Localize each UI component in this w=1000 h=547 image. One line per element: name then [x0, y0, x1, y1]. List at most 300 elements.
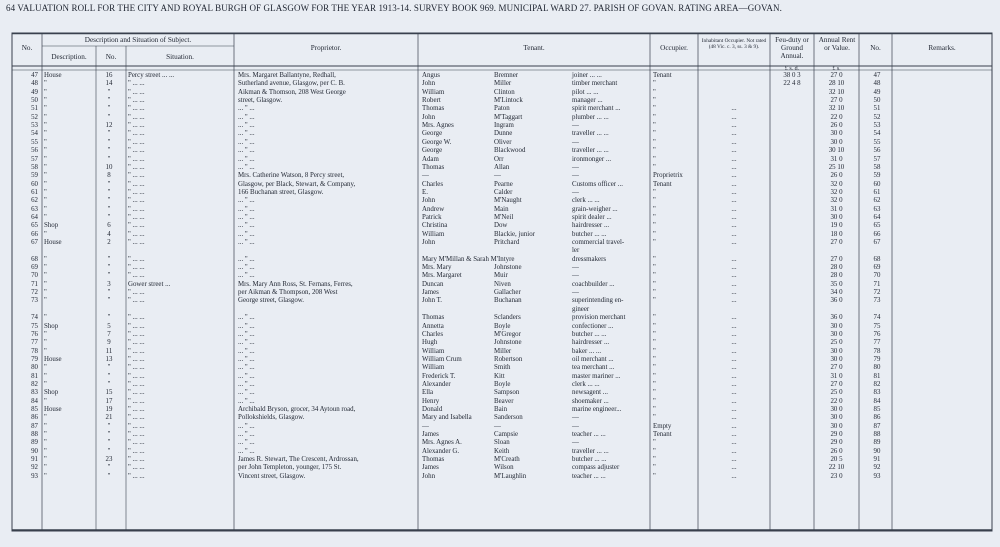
cell-street-number: 21 [105, 414, 113, 422]
cell-row-number: 76 [31, 330, 38, 338]
cell-proprietor: ... " ... [238, 389, 255, 397]
cell-description: " [44, 213, 47, 221]
cell-situation: " ... ... [128, 355, 145, 363]
cell-inhabitant-occupier: ... [731, 456, 737, 464]
cell-tenant-occupation: butcher ... ... [572, 230, 607, 238]
cell-inhabitant-occupier: ... [731, 280, 737, 288]
cell-proprietor: ... " ... [238, 255, 255, 263]
cell-occupier: " [653, 472, 656, 480]
cell-annual-rent: 31 0 [830, 205, 843, 213]
cell-description: " [44, 280, 47, 288]
cell-annual-rent: 22 0 [830, 397, 843, 405]
cell-row-number-right: 70 [873, 272, 881, 280]
cell-proprietor: ... " ... [238, 230, 255, 238]
header-annual-rent: Annual Rent or Value. [818, 36, 856, 52]
cell-row-number-right: 72 [873, 289, 881, 297]
cell-inhabitant-occupier: ... [731, 439, 737, 447]
cell-tenant-surname: Kitt [494, 372, 505, 380]
cell-occupier: " [653, 113, 656, 121]
cell-occupier: " [653, 389, 656, 397]
cell-proprietor: per Aikman & Thompson, 208 West [238, 289, 338, 297]
cell-occupier: " [653, 289, 656, 297]
cell-row-number: 81 [31, 372, 38, 380]
cell-row-number: 48 [31, 80, 38, 88]
cell-inhabitant-occupier: ... [731, 431, 737, 439]
cell-street-number: 12 [105, 122, 113, 130]
cell-inhabitant-occupier: ... [731, 205, 737, 213]
cell-occupier: " [653, 439, 656, 447]
cell-proprietor: ... " ... [238, 439, 255, 447]
table-row [12, 323, 992, 331]
cell-tenant-first-name: Adam [422, 155, 439, 163]
cell-street-number: 9 [107, 339, 111, 347]
header-proprietor: Proprietor. [310, 44, 342, 52]
table-row [12, 439, 992, 447]
cell-description: " [44, 113, 47, 121]
cell-occupier: " [653, 138, 656, 146]
cell-street-number: " [107, 105, 111, 113]
table-row [12, 348, 992, 356]
cell-row-number-right: 80 [873, 364, 881, 372]
cell-row-number-right: 76 [873, 330, 881, 338]
table-row [12, 373, 992, 381]
cell-tenant-first-name: John [422, 197, 436, 205]
cell-annual-rent: 23 0 [830, 472, 843, 480]
cell-description: " [44, 197, 47, 205]
cell-inhabitant-occupier: ... [731, 364, 737, 372]
cell-annual-rent: 27 0 [830, 239, 843, 246]
cell-description: House [44, 355, 62, 363]
cell-situation: " ... ... [128, 180, 145, 188]
cell-tenant-surname: Niven [494, 280, 511, 288]
cell-row-number: 70 [31, 272, 38, 280]
cell-tenant-first-name: George [422, 130, 443, 138]
cell-row-number: 51 [31, 105, 38, 113]
cell-inhabitant-occupier: ... [731, 272, 737, 280]
cell-tenant-occupation: gineer [572, 305, 590, 313]
cell-situation: " ... ... [128, 230, 145, 238]
cell-tenant-occupation: butcher ... ... [572, 456, 607, 464]
cell-row-number: 91 [31, 456, 38, 464]
cell-proprietor: 166 Buchanan street, Glasgow. [238, 188, 324, 196]
header-occupier: Occupier. [660, 44, 688, 52]
cell-proprietor: Mrs. Margaret Ballantyne, Redhall, [238, 72, 336, 79]
cell-occupier: Tenant [653, 431, 672, 439]
cell-situation: Percy street ... ... [128, 72, 175, 79]
cell-tenant-occupation: teacher ... ... [572, 431, 606, 439]
cell-row-number: 89 [31, 439, 38, 447]
cell-row-number: 54 [31, 130, 38, 138]
table-row [12, 189, 992, 197]
cell-row-number-right: 77 [873, 339, 881, 347]
table-row [12, 331, 992, 339]
cell-proprietor: ... " ... [238, 355, 255, 363]
cell-street-number: " [107, 297, 111, 305]
cell-row-number-right: 82 [873, 380, 881, 388]
cell-inhabitant-occupier: ... [731, 222, 737, 230]
cell-street-number: 15 [105, 389, 113, 397]
cell-proprietor: ... " ... [238, 197, 255, 205]
cell-occupier: " [653, 364, 656, 372]
cell-inhabitant-occupier: ... [731, 155, 737, 163]
cell-description: " [44, 264, 47, 272]
table-row [12, 398, 992, 406]
table-row [12, 164, 992, 172]
table-row [12, 239, 992, 247]
cell-tenant-occupation: — [572, 272, 579, 280]
cell-description: House [44, 72, 62, 79]
cell-situation: Gower street ... [128, 280, 171, 288]
cell-inhabitant-occupier: ... [731, 138, 737, 146]
cell-row-number-right: 88 [873, 431, 881, 439]
cell-description: " [44, 272, 47, 280]
cell-row-number: 67 [31, 239, 38, 246]
cell-annual-rent: 18 0 [830, 230, 843, 238]
cell-occupier: " [653, 188, 656, 196]
cell-row-number-right: 58 [873, 163, 881, 171]
table-row [12, 156, 992, 164]
cell-row-number-right: 53 [873, 122, 881, 130]
cell-row-number-right: 48 [873, 80, 881, 88]
cell-annual-rent: 26 0 [830, 447, 843, 455]
cell-tenant-occupation: — [572, 422, 579, 430]
cell-inhabitant-occupier: ... [731, 163, 737, 171]
cell-street-number: 14 [105, 80, 113, 88]
cell-row-number: 85 [31, 406, 38, 413]
cell-tenant-surname: M'Taggart [494, 113, 523, 121]
cell-street-number: " [107, 422, 111, 430]
cell-street-number: " [107, 472, 111, 480]
table-row [12, 206, 992, 214]
cell-street-number: " [107, 88, 111, 96]
cell-row-number: 61 [31, 188, 38, 196]
cell-inhabitant-occupier: ... [731, 339, 737, 347]
cell-occupier: " [653, 130, 656, 138]
cell-tenant-first-name: Alexander G. [422, 447, 460, 455]
cell-tenant-first-name: Robert [422, 97, 441, 105]
cell-row-number: 84 [31, 397, 38, 405]
cell-situation: " ... ... [128, 188, 145, 196]
cell-description: " [44, 397, 47, 405]
cell-tenant-occupation: — [572, 414, 579, 422]
table-row [12, 389, 992, 397]
cell-tenant-occupation: joiner ... ... [572, 72, 602, 79]
table-row [12, 80, 992, 88]
cell-occupier: " [653, 230, 656, 238]
cell-tenant-first-name: Mary M'Millan & Sarah M'Intyre [422, 255, 515, 263]
table-row [12, 139, 992, 147]
cell-situation: " ... ... [128, 372, 145, 380]
cell-row-number-right: 47 [873, 72, 881, 79]
cell-tenant-surname: Campsie [494, 431, 519, 439]
cell-row-number: 53 [31, 122, 38, 130]
cell-tenant-occupation: baker ... ... [572, 347, 602, 355]
cell-row-number: 90 [31, 447, 38, 455]
cell-inhabitant-occupier: ... [731, 314, 737, 322]
cell-occupier: " [653, 147, 656, 155]
cell-proprietor: ... " ... [238, 264, 255, 272]
cell-tenant-surname: Dunne [494, 130, 513, 138]
cell-occupier: Empty [653, 422, 672, 430]
header-street-no: No. [105, 53, 117, 61]
cell-inhabitant-occupier: ... [731, 380, 737, 388]
cell-inhabitant-occupier: ... [731, 230, 737, 238]
cell-description: " [44, 155, 47, 163]
cell-tenant-occupation: superintending en- [572, 297, 624, 305]
cell-occupier: " [653, 155, 656, 163]
cell-occupier: " [653, 97, 656, 105]
cell-inhabitant-occupier: ... [731, 472, 737, 480]
cell-tenant-first-name: Mary and Isabella [422, 414, 472, 422]
cell-tenant-occupation: — [572, 163, 579, 171]
cell-description: " [44, 439, 47, 447]
cell-tenant-surname: Johnstone [494, 264, 522, 272]
cell-row-number-right: 64 [873, 213, 881, 221]
cell-tenant-surname: M'Gregor [494, 330, 521, 338]
cell-tenant-surname: Ingram [494, 122, 514, 130]
cell-street-number: 3 [107, 280, 111, 288]
cell-description: " [44, 431, 47, 439]
cell-occupier: " [653, 314, 656, 322]
cell-tenant-surname: Boyle [494, 322, 511, 330]
cell-occupier: " [653, 397, 656, 405]
cell-situation: " ... ... [128, 147, 145, 155]
cell-tenant-occupation: — [572, 188, 579, 196]
cell-situation: " ... ... [128, 397, 145, 405]
cell-occupier: " [653, 197, 656, 205]
cell-tenant-surname: Smith [494, 364, 511, 372]
cell-description: " [44, 80, 47, 88]
cell-annual-rent: 30 0 [830, 330, 843, 338]
cell-street-number: " [107, 213, 111, 221]
cell-annual-rent: 28 0 [830, 264, 843, 272]
cell-proprietor: ... " ... [238, 205, 255, 213]
cell-proprietor: per John Templeton, younger, 175 St. [238, 464, 342, 472]
cell-description: " [44, 289, 47, 297]
cell-tenant-surname: Wilson [494, 464, 514, 472]
cell-street-number: 7 [107, 330, 111, 338]
header-situation: Situation. [166, 53, 194, 61]
cell-inhabitant-occupier: ... [731, 347, 737, 355]
cell-row-number: 92 [31, 464, 38, 472]
cell-annual-rent: 31 0 [830, 372, 843, 380]
cell-tenant-first-name: Duncan [422, 280, 444, 288]
cell-row-number-right: 56 [873, 147, 881, 155]
cell-tenant-first-name: John [422, 113, 436, 121]
cell-row-number-right: 84 [873, 397, 881, 405]
cell-situation: " ... ... [128, 197, 145, 205]
cell-tenant-surname: Muir [494, 272, 508, 280]
cell-situation: " ... ... [128, 213, 145, 221]
cell-tenant-first-name: James [422, 464, 439, 472]
cell-occupier: " [653, 80, 656, 88]
table-row [12, 406, 992, 414]
cell-description: " [44, 364, 47, 372]
cell-tenant-first-name: Hugh [422, 339, 438, 347]
cell-annual-rent: 32 0 [830, 197, 843, 205]
cell-tenant-occupation: coachbuilder ... [572, 280, 615, 288]
cell-tenant-first-name: Charles [422, 330, 444, 338]
cell-tenant-first-name: William [422, 347, 445, 355]
cell-annual-rent: 22 10 [828, 464, 845, 472]
cell-tenant-first-name: James [422, 431, 439, 439]
cell-row-number-right: 74 [873, 314, 881, 322]
table-row [12, 181, 992, 189]
table-row [12, 289, 992, 297]
cell-street-number: 19 [105, 406, 113, 413]
cell-situation: " ... ... [128, 88, 145, 96]
table-row [12, 97, 992, 105]
cell-situation: " ... ... [128, 439, 145, 447]
cell-tenant-occupation: butcher ... ... [572, 330, 607, 338]
cell-tenant-occupation: — [572, 138, 579, 146]
cell-tenant-first-name: — [422, 172, 429, 180]
table-row [12, 256, 992, 264]
cell-street-number: 2 [107, 239, 111, 246]
cell-street-number: 10 [105, 163, 113, 171]
cell-street-number: " [107, 97, 111, 105]
cell-tenant-first-name: William [422, 230, 445, 238]
cell-tenant-occupation: — [572, 289, 579, 297]
cell-row-number: 75 [31, 322, 38, 330]
cell-street-number: " [107, 439, 111, 447]
cell-tenant-surname: Calder [494, 188, 513, 196]
table-row [12, 339, 992, 347]
cell-row-number-right: 55 [873, 138, 881, 146]
cell-street-number: 16 [105, 72, 113, 79]
cell-situation: " ... ... [128, 447, 145, 455]
cell-row-number-right: 75 [873, 322, 881, 330]
table-row [12, 231, 992, 239]
cell-row-number-right: 92 [873, 464, 881, 472]
cell-row-number-right: 83 [873, 389, 881, 397]
cell-situation: " ... ... [128, 380, 145, 388]
cell-description: " [44, 147, 47, 155]
cell-tenant-first-name: Mrs. Mary [422, 264, 452, 272]
cell-situation: " ... ... [128, 172, 145, 180]
cell-situation: " ... ... [128, 80, 145, 88]
cell-tenant-surname: M'Lintock [494, 97, 523, 105]
cell-situation: " ... ... [128, 431, 145, 439]
header-description-group: Description and Situation of Subject. [84, 36, 192, 44]
cell-proprietor: ... " ... [238, 272, 255, 280]
cell-tenant-first-name: Henry [422, 397, 440, 405]
cell-description: " [44, 380, 47, 388]
cell-inhabitant-occupier: ... [731, 105, 737, 113]
cell-row-number-right: 90 [873, 447, 881, 455]
cell-description: " [44, 339, 47, 347]
cell-tenant-surname: Sloan [494, 439, 510, 447]
cell-description: Shop [44, 322, 59, 330]
cell-tenant-occupation: shoemaker ... [572, 397, 609, 405]
cell-description: " [44, 297, 47, 305]
cell-row-number-right: 50 [873, 97, 881, 105]
cell-situation: " ... ... [128, 322, 145, 330]
cell-annual-rent: 26 0 [830, 122, 843, 130]
table-row [12, 105, 992, 113]
cell-street-number: " [107, 447, 111, 455]
cell-row-number: 72 [31, 289, 38, 297]
cell-inhabitant-occupier: ... [731, 464, 737, 472]
cell-annual-rent: 30 0 [830, 130, 843, 138]
cell-street-number: 11 [105, 347, 113, 355]
cell-description: " [44, 188, 47, 196]
cell-row-number-right: 78 [873, 347, 881, 355]
table-row [12, 72, 992, 80]
cell-row-number: 56 [31, 147, 38, 155]
table-row [12, 364, 992, 372]
cell-tenant-surname: Orr [494, 155, 504, 163]
cell-description: " [44, 330, 47, 338]
cell-tenant-occupation: clerk ... ... [572, 197, 600, 205]
cell-description: " [44, 472, 47, 480]
cell-annual-rent: 30 0 [830, 355, 843, 363]
cell-inhabitant-occupier: ... [731, 130, 737, 138]
cell-row-number: 87 [31, 422, 38, 430]
cell-row-number: 80 [31, 364, 38, 372]
cell-proprietor: ... " ... [238, 380, 255, 388]
cell-proprietor: ... " ... [238, 314, 255, 322]
cell-description: " [44, 205, 47, 213]
cell-row-number-right: 52 [873, 113, 881, 121]
cell-situation: " ... ... [128, 113, 145, 121]
cell-annual-rent: 26 0 [830, 172, 843, 180]
cell-row-number-right: 65 [873, 222, 881, 230]
cell-tenant-occupation: teacher ... ... [572, 472, 606, 480]
cell-tenant-first-name: Mrs. Margaret [422, 272, 462, 280]
cell-occupier: " [653, 272, 656, 280]
cell-description: " [44, 447, 47, 455]
cell-tenant-occupation: confectioner ... [572, 322, 614, 330]
cell-street-number: " [107, 205, 111, 213]
cell-row-number-right: 86 [873, 414, 881, 422]
cell-situation: " ... ... [128, 163, 145, 171]
cell-proprietor: ... " ... [238, 163, 255, 171]
table-row [12, 130, 992, 138]
table-row [12, 114, 992, 122]
cell-row-number: 73 [31, 297, 38, 305]
cell-annual-rent: 28 0 [830, 272, 843, 280]
cell-street-number: " [107, 272, 111, 280]
cell-occupier: Tenant [653, 72, 672, 79]
cell-occupier: Proprietrix [653, 172, 683, 180]
cell-row-number: 50 [31, 97, 38, 105]
cell-street-number: 6 [107, 222, 111, 230]
cell-annual-rent: 30 0 [830, 213, 843, 221]
header-remarks: Remarks. [928, 44, 956, 52]
cell-tenant-first-name: William Crum [422, 355, 462, 363]
cell-row-number: 58 [31, 163, 38, 171]
cell-tenant-surname: Paton [494, 105, 510, 113]
cell-row-number-right: 89 [873, 439, 881, 447]
table-row [12, 381, 992, 389]
cell-inhabitant-occupier: ... [731, 355, 737, 363]
cell-description: " [44, 88, 47, 96]
cell-tenant-surname: Blackwood [494, 147, 526, 155]
cell-annual-rent: 32 0 [830, 180, 843, 188]
cell-row-number-right: 93 [873, 472, 881, 480]
cell-proprietor: Mrs. Mary Ann Ross, St. Fernans, Ferres, [238, 280, 353, 288]
cell-description: " [44, 180, 47, 188]
cell-tenant-surname: Buchanan [494, 297, 522, 305]
cell-tenant-occupation: traveller ... ... [572, 447, 609, 455]
cell-tenant-occupation: manager ... [572, 97, 603, 105]
cell-annual-rent: 25 0 [830, 339, 843, 347]
cell-annual-rent: 25 10 [828, 163, 845, 171]
cell-tenant-surname: Sclanders [494, 314, 521, 322]
cell-description: Shop [44, 222, 59, 230]
cell-tenant-first-name: Frederick T. [422, 372, 456, 380]
